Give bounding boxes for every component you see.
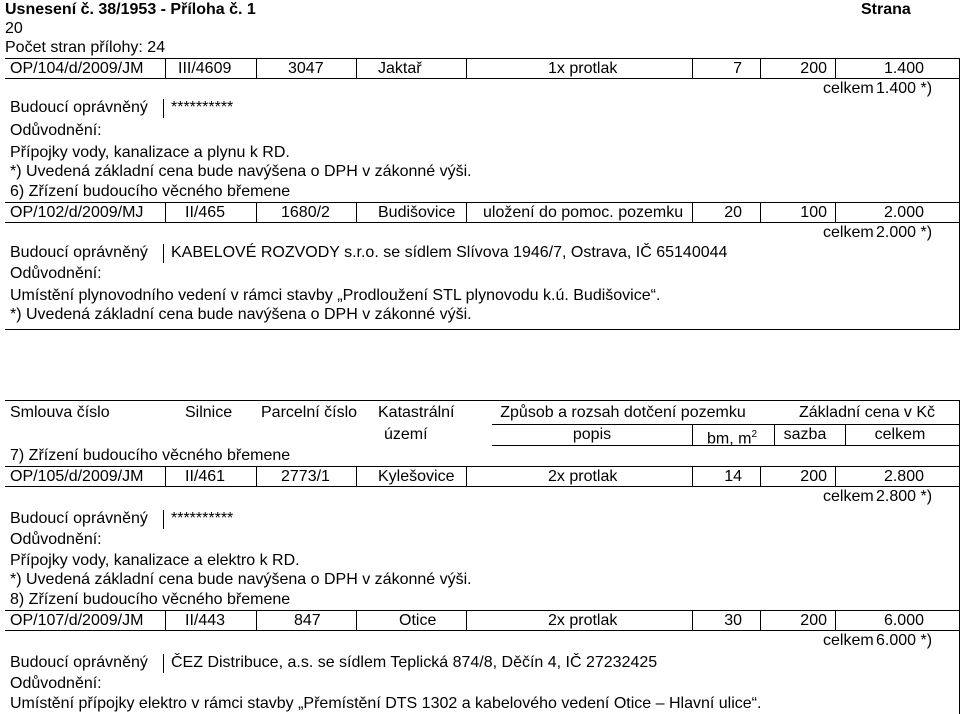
col-divider — [356, 611, 357, 630]
col-divider — [165, 203, 166, 222]
rate: 200 — [800, 468, 827, 485]
col-divider — [692, 425, 693, 445]
celkem-value: 1.400 *) — [876, 80, 933, 97]
total: 2.800 — [883, 468, 924, 485]
header-contract-number: Smlouva číslo — [10, 404, 110, 421]
header-cadastral-area: území — [384, 426, 428, 443]
pages-total: Počet stran přílohy: 24 — [5, 39, 166, 56]
col-divider — [466, 467, 467, 486]
length: 20 — [724, 204, 742, 221]
cadastral-area: Kylešovice — [378, 468, 455, 485]
col-divider — [466, 203, 467, 222]
authorized-label: Budoucí oprávněný — [10, 244, 148, 261]
length: 14 — [724, 468, 742, 485]
authorized-label: Budoucí oprávněný — [10, 654, 148, 671]
rate: 200 — [800, 60, 827, 77]
header-total: celkem — [874, 426, 926, 443]
col-divider — [466, 611, 467, 630]
col-divider — [692, 203, 693, 222]
justification-label: Odůvodnění: — [10, 675, 102, 692]
vat-note: *) Uvedená základní cena bude navýšena o DPH v zákonné výši. — [10, 306, 472, 323]
cadastral-area: Budišovice — [378, 204, 456, 221]
authorized-label: Budoucí oprávněný — [10, 510, 148, 527]
authorized-label: Budoucí oprávněný — [10, 99, 148, 116]
document-title: Usnesení č. 38/1953 - Příloha č. 1 — [5, 1, 256, 18]
row-bottom-border — [5, 486, 960, 487]
header-parcel: Parcelní číslo — [261, 404, 358, 421]
field-divider — [163, 99, 164, 118]
rate: 200 — [800, 612, 827, 629]
road-number: II/465 — [185, 204, 226, 221]
rate: 100 — [800, 204, 827, 221]
justification-text: Přípojky vody, kanalizace a plynu k RD. — [10, 144, 290, 161]
length: 7 — [733, 60, 742, 77]
parcel-number: 3047 — [288, 60, 324, 77]
contract-number: OP/102/d/2009/MJ — [10, 204, 144, 221]
col-divider — [256, 467, 257, 486]
total: 6.000 — [883, 612, 924, 629]
celkem-value: 2.800 *) — [876, 488, 933, 505]
subheader-bottom-border — [492, 445, 960, 446]
block-bottom-border — [5, 329, 960, 330]
col-divider — [835, 59, 836, 78]
justification-label: Odůvodnění: — [10, 122, 102, 139]
col-divider — [356, 467, 357, 486]
cadastral-area: Jaktař — [378, 60, 422, 77]
col-divider — [165, 59, 166, 78]
header-base-price: Základní cena v Kč — [798, 404, 936, 421]
row-bottom-border — [5, 78, 960, 79]
authorized-value: ********** — [171, 510, 234, 527]
col-divider — [256, 611, 257, 630]
authorized-value: KABELOVÉ ROZVODY s.r.o. se sídlem Slívova 1946/7, Ostrava, IČ 65140044 — [171, 244, 728, 261]
road-number: II/461 — [185, 468, 226, 485]
col-divider — [835, 611, 836, 630]
celkem-label: celkem — [823, 632, 874, 649]
celkem-value: 6.000 *) — [876, 632, 933, 649]
vat-note: *) Uvedená základní cena bude navýšena o DPH v zákonné výši. — [10, 163, 472, 180]
justification-text: Umístění přípojky elektro v rámci stavby „Přemístění DTS 1302 a kabelového vedení Otice – Hlavní ulice“. — [10, 695, 762, 712]
description: 2x protlak — [548, 468, 618, 485]
col-divider — [835, 467, 836, 486]
col-divider — [692, 611, 693, 630]
justification-text: Umístění plynovodního vedení v rámci stavby „Prodloužení STL plynovodu k.ú. Budišovice“. — [10, 287, 661, 304]
parcel-number: 2773/1 — [281, 468, 330, 485]
length: 30 — [724, 612, 742, 629]
parcel-number: 847 — [294, 612, 321, 629]
col-divider — [760, 611, 761, 630]
description: uložení do pomoc. pozemku — [483, 204, 684, 221]
contract-number: OP/104/d/2009/JM — [10, 60, 144, 77]
col-divider — [774, 425, 775, 445]
page-label: Strana — [861, 1, 911, 18]
col-divider — [466, 59, 467, 78]
header-description: popis — [572, 426, 612, 443]
justification-label: Odůvodnění: — [10, 531, 102, 548]
description: 1x protlak — [548, 60, 618, 77]
contract-number: OP/105/d/2009/JM — [10, 468, 144, 485]
justification-text: Přípojky vody, kanalizace a elektro k RD. — [10, 552, 300, 569]
header-length-area-sup: 2 — [751, 429, 758, 440]
authorized-value: ********** — [171, 99, 234, 116]
section-title: 8) Zřízení budoucího věcného břemene — [10, 591, 291, 608]
col-divider — [256, 59, 257, 78]
field-divider — [163, 654, 164, 673]
header-length-area-text: bm, m — [707, 430, 752, 448]
parcel-number: 1680/2 — [281, 204, 330, 221]
field-divider — [163, 244, 164, 263]
cadastral-area: Otice — [399, 612, 437, 629]
celkem-label: celkem — [823, 224, 874, 241]
col-divider — [256, 203, 257, 222]
header-method-scope: Způsob a rozsah dotčení pozemku — [500, 404, 746, 421]
vat-note: *) Uvedená základní cena bude navýšena o DPH v zákonné výši. — [10, 571, 472, 588]
header-rate: sazba — [783, 426, 827, 443]
col-divider — [165, 611, 166, 630]
col-divider — [760, 467, 761, 486]
col-divider — [835, 203, 836, 222]
section-title: 6) Zřízení budoucího věcného břemene — [10, 183, 291, 200]
total: 2.000 — [883, 204, 924, 221]
col-divider — [356, 203, 357, 222]
col-divider — [760, 59, 761, 78]
col-divider — [845, 425, 846, 445]
contract-number: OP/107/d/2009/JM — [10, 612, 144, 629]
description: 2x protlak — [548, 612, 618, 629]
col-divider — [760, 203, 761, 222]
table-header-top-border — [5, 400, 960, 401]
col-divider — [692, 467, 693, 486]
col-divider — [692, 59, 693, 78]
celkem-value: 2.000 *) — [876, 224, 933, 241]
authorized-value: ČEZ Distribuce, a.s. se sídlem Teplická 874/8, Děčín 4, IČ 27232425 — [171, 654, 658, 671]
road-number: II/443 — [185, 612, 226, 629]
celkem-label: celkem — [823, 80, 874, 97]
celkem-label: celkem — [823, 488, 874, 505]
col-divider — [165, 467, 166, 486]
field-divider — [163, 510, 164, 529]
row-bottom-border — [5, 630, 960, 631]
header-cadastral: Katastrální — [378, 404, 455, 421]
total: 1.400 — [883, 60, 924, 77]
row-bottom-border — [5, 222, 960, 223]
header-road: Silnice — [185, 404, 233, 421]
justification-label: Odůvodnění: — [10, 265, 102, 282]
road-number: III/4609 — [178, 60, 232, 77]
col-divider — [356, 59, 357, 78]
section-title: 7) Zřízení budoucího věcného břemene — [10, 447, 291, 464]
page-number: 20 — [5, 20, 23, 37]
